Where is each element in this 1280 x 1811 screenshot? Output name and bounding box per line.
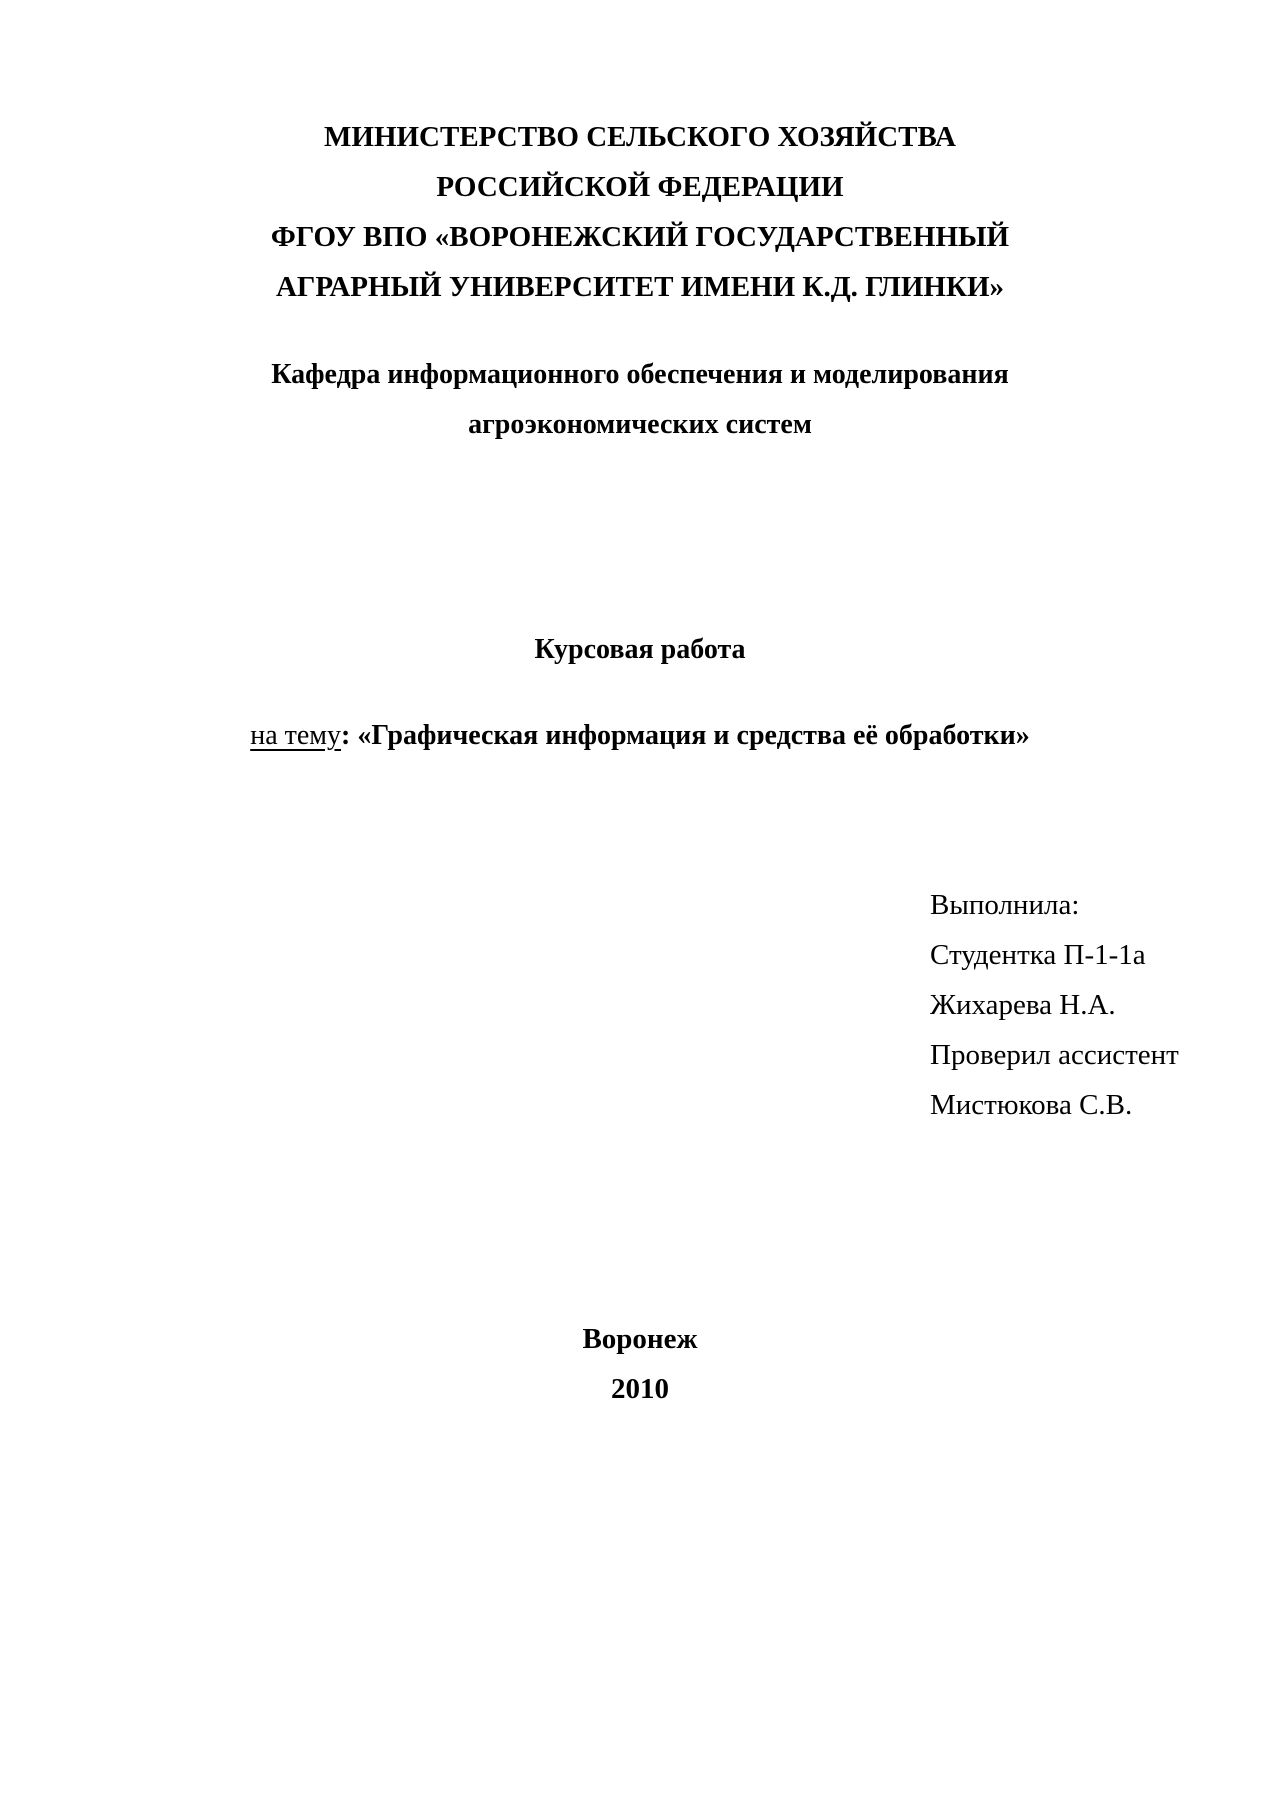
- student-name: Жихарева Н.А.: [930, 989, 1116, 1021]
- city: Воронеж: [582, 1323, 698, 1355]
- department-line: Кафедра информационного обеспечения и моделирования: [271, 359, 1009, 390]
- work-topic: [0, 716, 1280, 756]
- ministry-header: [0, 112, 1280, 312]
- topic-prefix: на тему: [250, 720, 342, 751]
- department-title: [0, 350, 1280, 450]
- city-year-footer: [0, 1314, 1280, 1414]
- ministry-line: РОССИЙСКОЙ ФЕДЕРАЦИИ: [436, 171, 844, 203]
- year: 2010: [611, 1373, 669, 1405]
- university-line: АГРАРНЫЙ УНИВЕРСИТЕТ ИМЕНИ К.Д. ГЛИНКИ»: [275, 271, 1005, 303]
- university-line: ФГОУ ВПО «ВОРОНЕЖСКИЙ ГОСУДАРСТВЕННЫЙ: [270, 221, 1010, 253]
- department-line: агроэкономических систем: [468, 409, 812, 440]
- ministry-line: МИНИСТЕРСТВО СЕЛЬСКОГО ХОЗЯЙСТВА: [324, 121, 956, 153]
- checked-by-label: Проверил ассистент: [930, 1039, 1179, 1071]
- student-group: Студентка П-1-1а: [930, 939, 1146, 971]
- performed-by-label: Выполнила:: [930, 889, 1080, 921]
- topic-title: : «Графическая информация и средства её обработки»: [341, 720, 1030, 751]
- work-type: Курсовая работа: [534, 634, 746, 665]
- signature-block: [930, 880, 1179, 1130]
- reviewer-name: Мистюкова С.В.: [930, 1089, 1133, 1121]
